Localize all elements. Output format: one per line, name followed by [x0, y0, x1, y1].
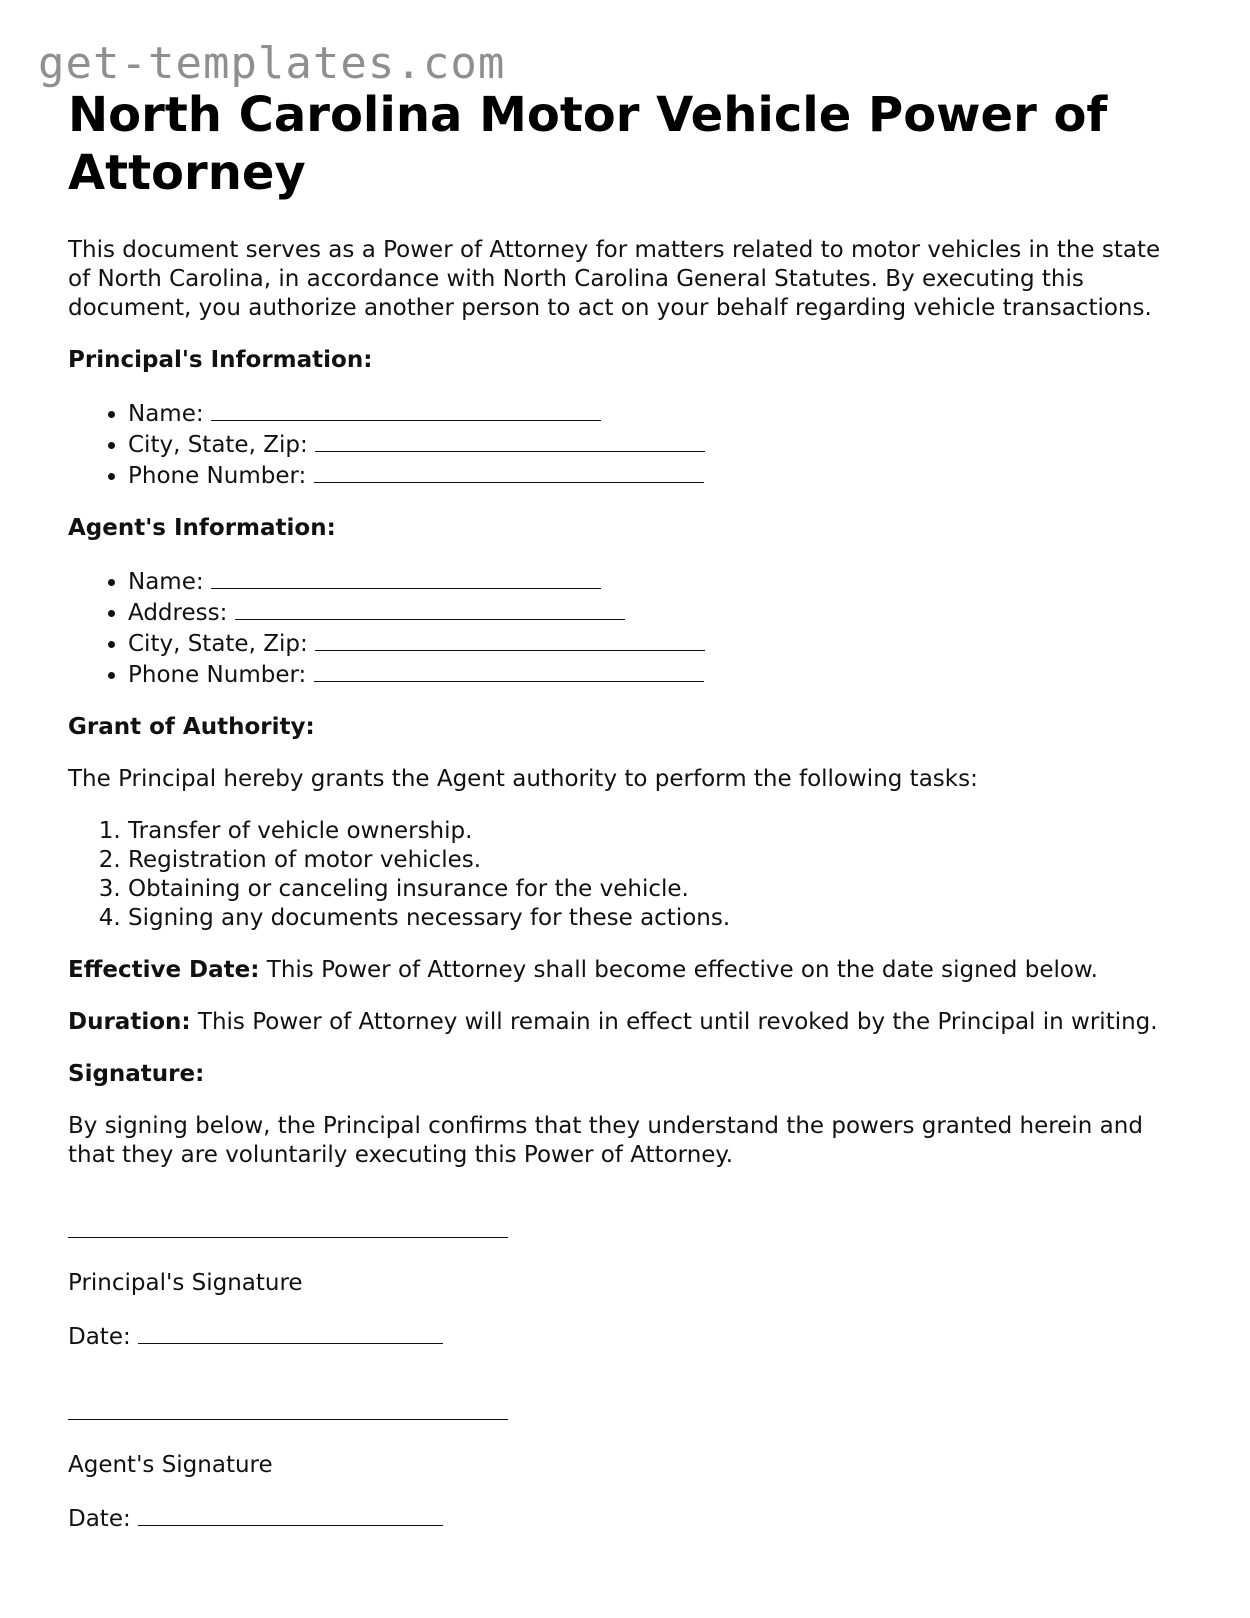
- agent-name-field[interactable]: • Name:: [128, 566, 1188, 597]
- agent-signature-line[interactable]: [68, 1397, 1188, 1428]
- duration-label: Duration:: [68, 1009, 191, 1035]
- principal-fields: [68, 398, 1188, 491]
- principal-city-field[interactable]: • City, State, Zip:: [128, 429, 1188, 460]
- agent-address-blank[interactable]: [235, 597, 625, 620]
- duration-text: This Power of Attorney will remain in effect until revoked by the Principal in writing.: [197, 1009, 1158, 1035]
- agent-signature-label: Agent's Signature: [68, 1452, 273, 1478]
- task-item: 2. Registration of motor vehicles.: [128, 846, 1188, 875]
- intro-paragraph: This document serves as a Power of Attorney for matters related to motor vehicles in the state of North Carolina, in accordance with North Carolina General Statutes. By executing this document, you authorize another person to act on your behalf regarding vehicle transactions.: [68, 237, 1161, 321]
- principal-phone-blank[interactable]: [314, 460, 704, 483]
- principal-name-blank[interactable]: [211, 398, 601, 421]
- agent-date-field[interactable]: Date:: [68, 1503, 1188, 1534]
- task-list: [68, 817, 1188, 933]
- watermark: get-templates.com: [38, 38, 506, 89]
- agent-phone-blank[interactable]: [314, 659, 704, 682]
- effective-date-paragraph: [68, 956, 1188, 985]
- effective-date-text: This Power of Attorney shall become effective on the date signed below.: [266, 957, 1098, 983]
- duration-paragraph: [68, 1008, 1188, 1037]
- task-item: 1. Transfer of vehicle ownership.: [128, 817, 1188, 846]
- document: [68, 86, 1188, 1534]
- principal-heading: Principal's Information:: [68, 347, 373, 373]
- grant-heading: Grant of Authority:: [68, 714, 315, 740]
- principal-city-blank[interactable]: [315, 429, 705, 452]
- principal-phone-field[interactable]: • Phone Number:: [128, 460, 1188, 491]
- signature-text: By signing below, the Principal confirms that they understand the powers granted herein and that they are voluntarily executing this Power of Attorney.: [68, 1113, 1143, 1168]
- page-title: North Carolina Motor Vehicle Power of Attorney: [68, 87, 1108, 201]
- task-item: 4. Signing any documents necessary for these actions.: [128, 904, 1188, 933]
- principal-signature-label: Principal's Signature: [68, 1270, 303, 1296]
- agent-fields: [68, 566, 1188, 690]
- task-item: 3. Obtaining or canceling insurance for the vehicle.: [128, 875, 1188, 904]
- agent-phone-field[interactable]: • Phone Number:: [128, 659, 1188, 690]
- principal-name-field[interactable]: • Name:: [128, 398, 1188, 429]
- principal-date-blank[interactable]: [138, 1321, 443, 1344]
- agent-date-blank[interactable]: [138, 1503, 443, 1526]
- grant-lead: The Principal hereby grants the Agent authority to perform the following tasks:: [68, 766, 978, 792]
- agent-city-field[interactable]: • City, State, Zip:: [128, 628, 1188, 659]
- signature-heading: Signature:: [68, 1061, 205, 1087]
- principal-signature-line[interactable]: [68, 1215, 1188, 1246]
- agent-heading: Agent's Information:: [68, 515, 336, 541]
- principal-date-field[interactable]: Date:: [68, 1321, 1188, 1352]
- agent-city-blank[interactable]: [315, 628, 705, 651]
- effective-date-label: Effective Date:: [68, 957, 260, 983]
- agent-address-field[interactable]: • Address:: [128, 597, 1188, 628]
- agent-name-blank[interactable]: [211, 566, 601, 589]
